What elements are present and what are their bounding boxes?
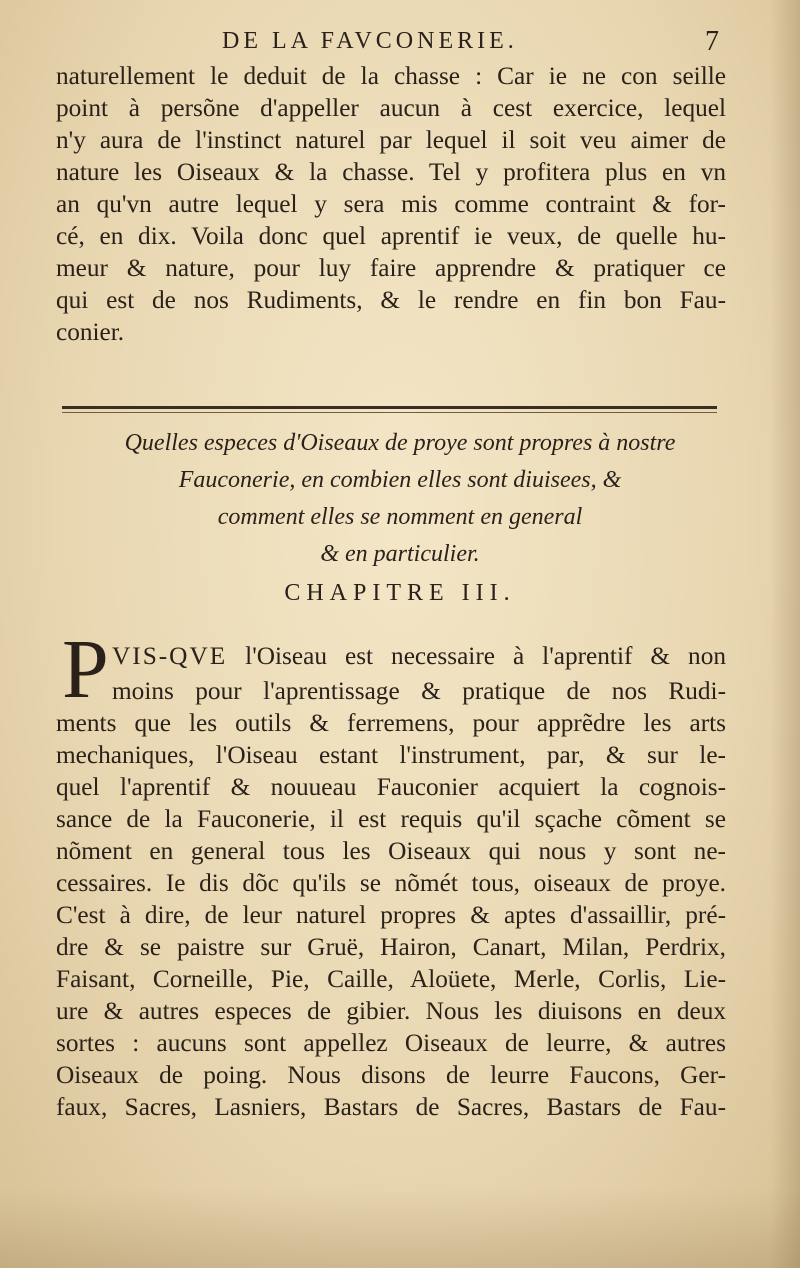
text-line: quel l'aprentif & nouueau Fauconier acquiert la cognois-	[56, 773, 726, 801]
running-title: DE LA FAVCONERIE.	[222, 28, 518, 54]
chapter-heading-line: & en particulier.	[320, 541, 480, 567]
text-line: mechaniques, l'Oiseau estant l'instrument, par, & sur le-	[56, 741, 726, 769]
chapter-heading-line: comment elles se nomment en general	[217, 504, 583, 530]
opening-small-caps: VIS-QVE	[112, 642, 228, 670]
text-line: ments que les outils & ferremens, pour apprẽdre les arts	[56, 709, 726, 737]
text-line: meur & nature, pour luy faire apprendre & pratiquer ce	[56, 254, 726, 282]
text-line: dre & se paistre sur Gruë, Hairon, Canart, Milan, Perdrix,	[56, 933, 726, 961]
chapter-heading-line: Fauconerie, en combien elles sont diuisees, &	[178, 467, 622, 493]
text-line: sance de la Fauconerie, il est requis qu'il sçache cõment se	[56, 805, 726, 833]
drop-cap: P	[62, 623, 109, 716]
page-number: 7	[705, 26, 719, 57]
page-edge-shadow	[770, 0, 800, 1268]
text-line: n'y aura de l'instinct naturel par lequel il soit veu aimer de	[56, 126, 726, 154]
section-divider-thin	[62, 412, 717, 413]
text-line: sortes : aucuns sont appellez Oiseaux de leurre, & autres	[56, 1029, 726, 1057]
chapter-heading-line: Quelles especes d'Oiseaux de proye sont propres à nostre	[124, 430, 676, 456]
running-head	[0, 22, 800, 62]
text-line: qui est de nos Rudiments, & le rendre en fin bon Fau-	[56, 286, 726, 314]
text-line: naturellement le deduit de la chasse : Car ie ne con seille	[56, 62, 726, 90]
text-line: Faisant, Corneille, Pie, Caille, Aloüete, Merle, Corlis, Lie-	[56, 965, 726, 993]
text-line: faux, Sacres, Lasniers, Bastars de Sacres, Bastars de Fau-	[56, 1093, 726, 1121]
chapter-heading	[100, 425, 700, 573]
text-line: an qu'vn autre lequel y sera mis comme contraint & for-	[56, 190, 726, 218]
section-divider	[62, 406, 717, 409]
chapter-number: CHAPITRE III.	[284, 580, 516, 606]
text-line: conier.	[56, 318, 125, 346]
text-line: cé, en dix. Voila donc quel aprentif ie veux, de quelle hu-	[56, 222, 726, 250]
top-paragraph	[56, 60, 726, 348]
text-line: point à persõne d'appeller aucun à cest exercice, lequel	[56, 94, 726, 122]
text-line: ure & autres especes de gibier. Nous les diuisons en deux	[56, 997, 726, 1025]
text-line: nõment en general tous les Oiseaux qui nous y sont ne-	[56, 837, 726, 865]
text-line: C'est à dire, de leur naturel propres & aptes d'assaillir, pré-	[56, 901, 726, 929]
opening-line	[112, 640, 726, 672]
text-line: cessaires. Ie dis dõc qu'ils se nõmét tous, oiseaux de proye.	[56, 869, 726, 897]
second-line: moins pour l'aprentissage & pratique de nos Rudi-	[112, 677, 726, 705]
main-paragraph	[56, 707, 726, 1123]
page-bottom-shadow	[0, 1188, 800, 1268]
opening-rest: l'Oiseau est necessaire à l'aprentif & non	[227, 642, 726, 670]
text-line: nature les Oiseaux & la chasse. Tel y profitera plus en vn	[56, 158, 726, 186]
text-line: Oiseaux de poing. Nous disons de leurre Faucons, Ger-	[56, 1061, 726, 1089]
